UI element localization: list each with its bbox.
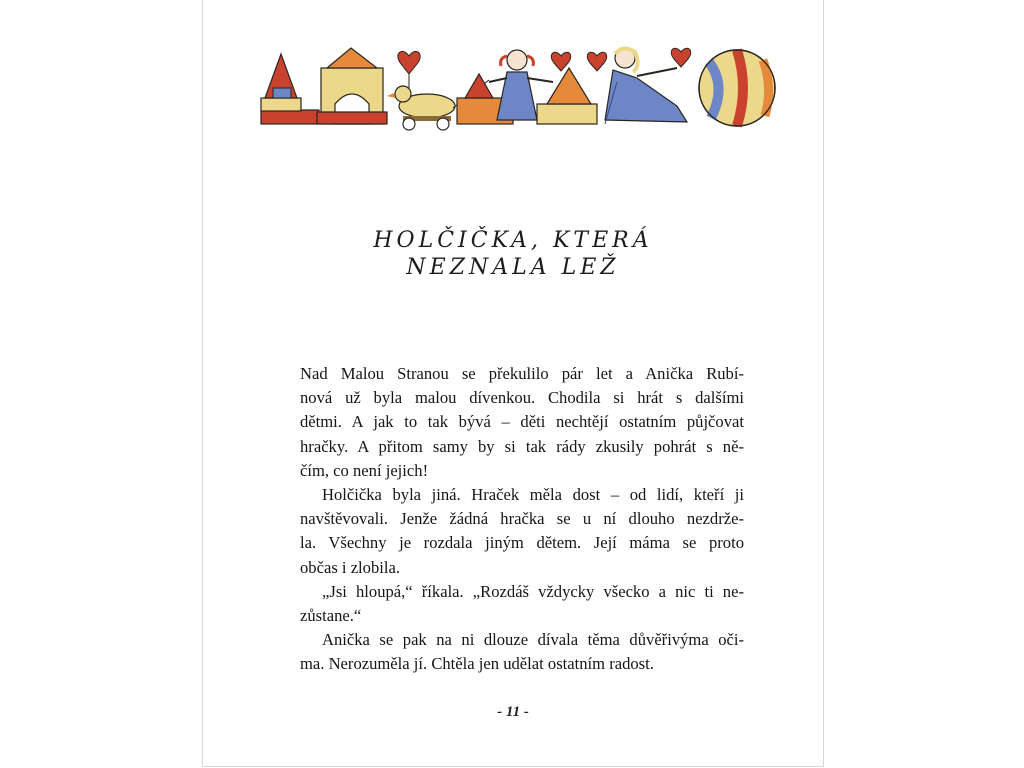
chapter-title-line-2: NEZNALA LEŽ: [406, 255, 620, 280]
text-line: Anička se pak na ni dlouze dívala těma důvěřivýma oči-: [322, 630, 744, 650]
text-line: Nad Malou Stranou se překulilo pár let a Anička Rubí-: [300, 364, 744, 383]
book-page: [202, 0, 824, 767]
page-number: - 11 -: [497, 704, 529, 720]
chapter-title-line-1: HOLČIČKA, KTERÁ: [373, 228, 653, 253]
text-line: la. Všechny je rozdala jiným dětem. Její máma se proto: [300, 533, 744, 553]
toys-illustration: [257, 38, 777, 134]
text-line: dětmi. A jak to tak bývá – děti nechtějí ostatním půjčovat: [300, 412, 744, 432]
text-line: ma. Nerozuměla jí. Chtěla jen udělat ostatním radost.: [300, 654, 654, 674]
text-line: hračky. A přitom samy by si tak rády zkusily pohrát s ně-: [300, 436, 744, 456]
text-line: občas i zlobila.: [300, 557, 400, 577]
text-line: „Jsi hloupá,“ říkala. „Rozdáš vždycky všecko a nic ti ne-: [322, 581, 744, 601]
text-line: Holčička byla jiná. Hraček měla dost – od lidí, kteří ji: [322, 485, 744, 505]
text-line: navštěvovali. Jenže žádná hračka se u ní dlouho nezdrže-: [300, 509, 744, 529]
body-text: [300, 362, 744, 677]
ball-icon: [699, 50, 775, 126]
text-line: nová už byla malou dívenkou. Chodila si hrát s dalšími: [300, 388, 744, 408]
toy-blocks-icon: [261, 48, 387, 124]
text-line: čím, co není jejich!: [300, 460, 429, 480]
text-line: zůstane.“: [300, 606, 362, 626]
